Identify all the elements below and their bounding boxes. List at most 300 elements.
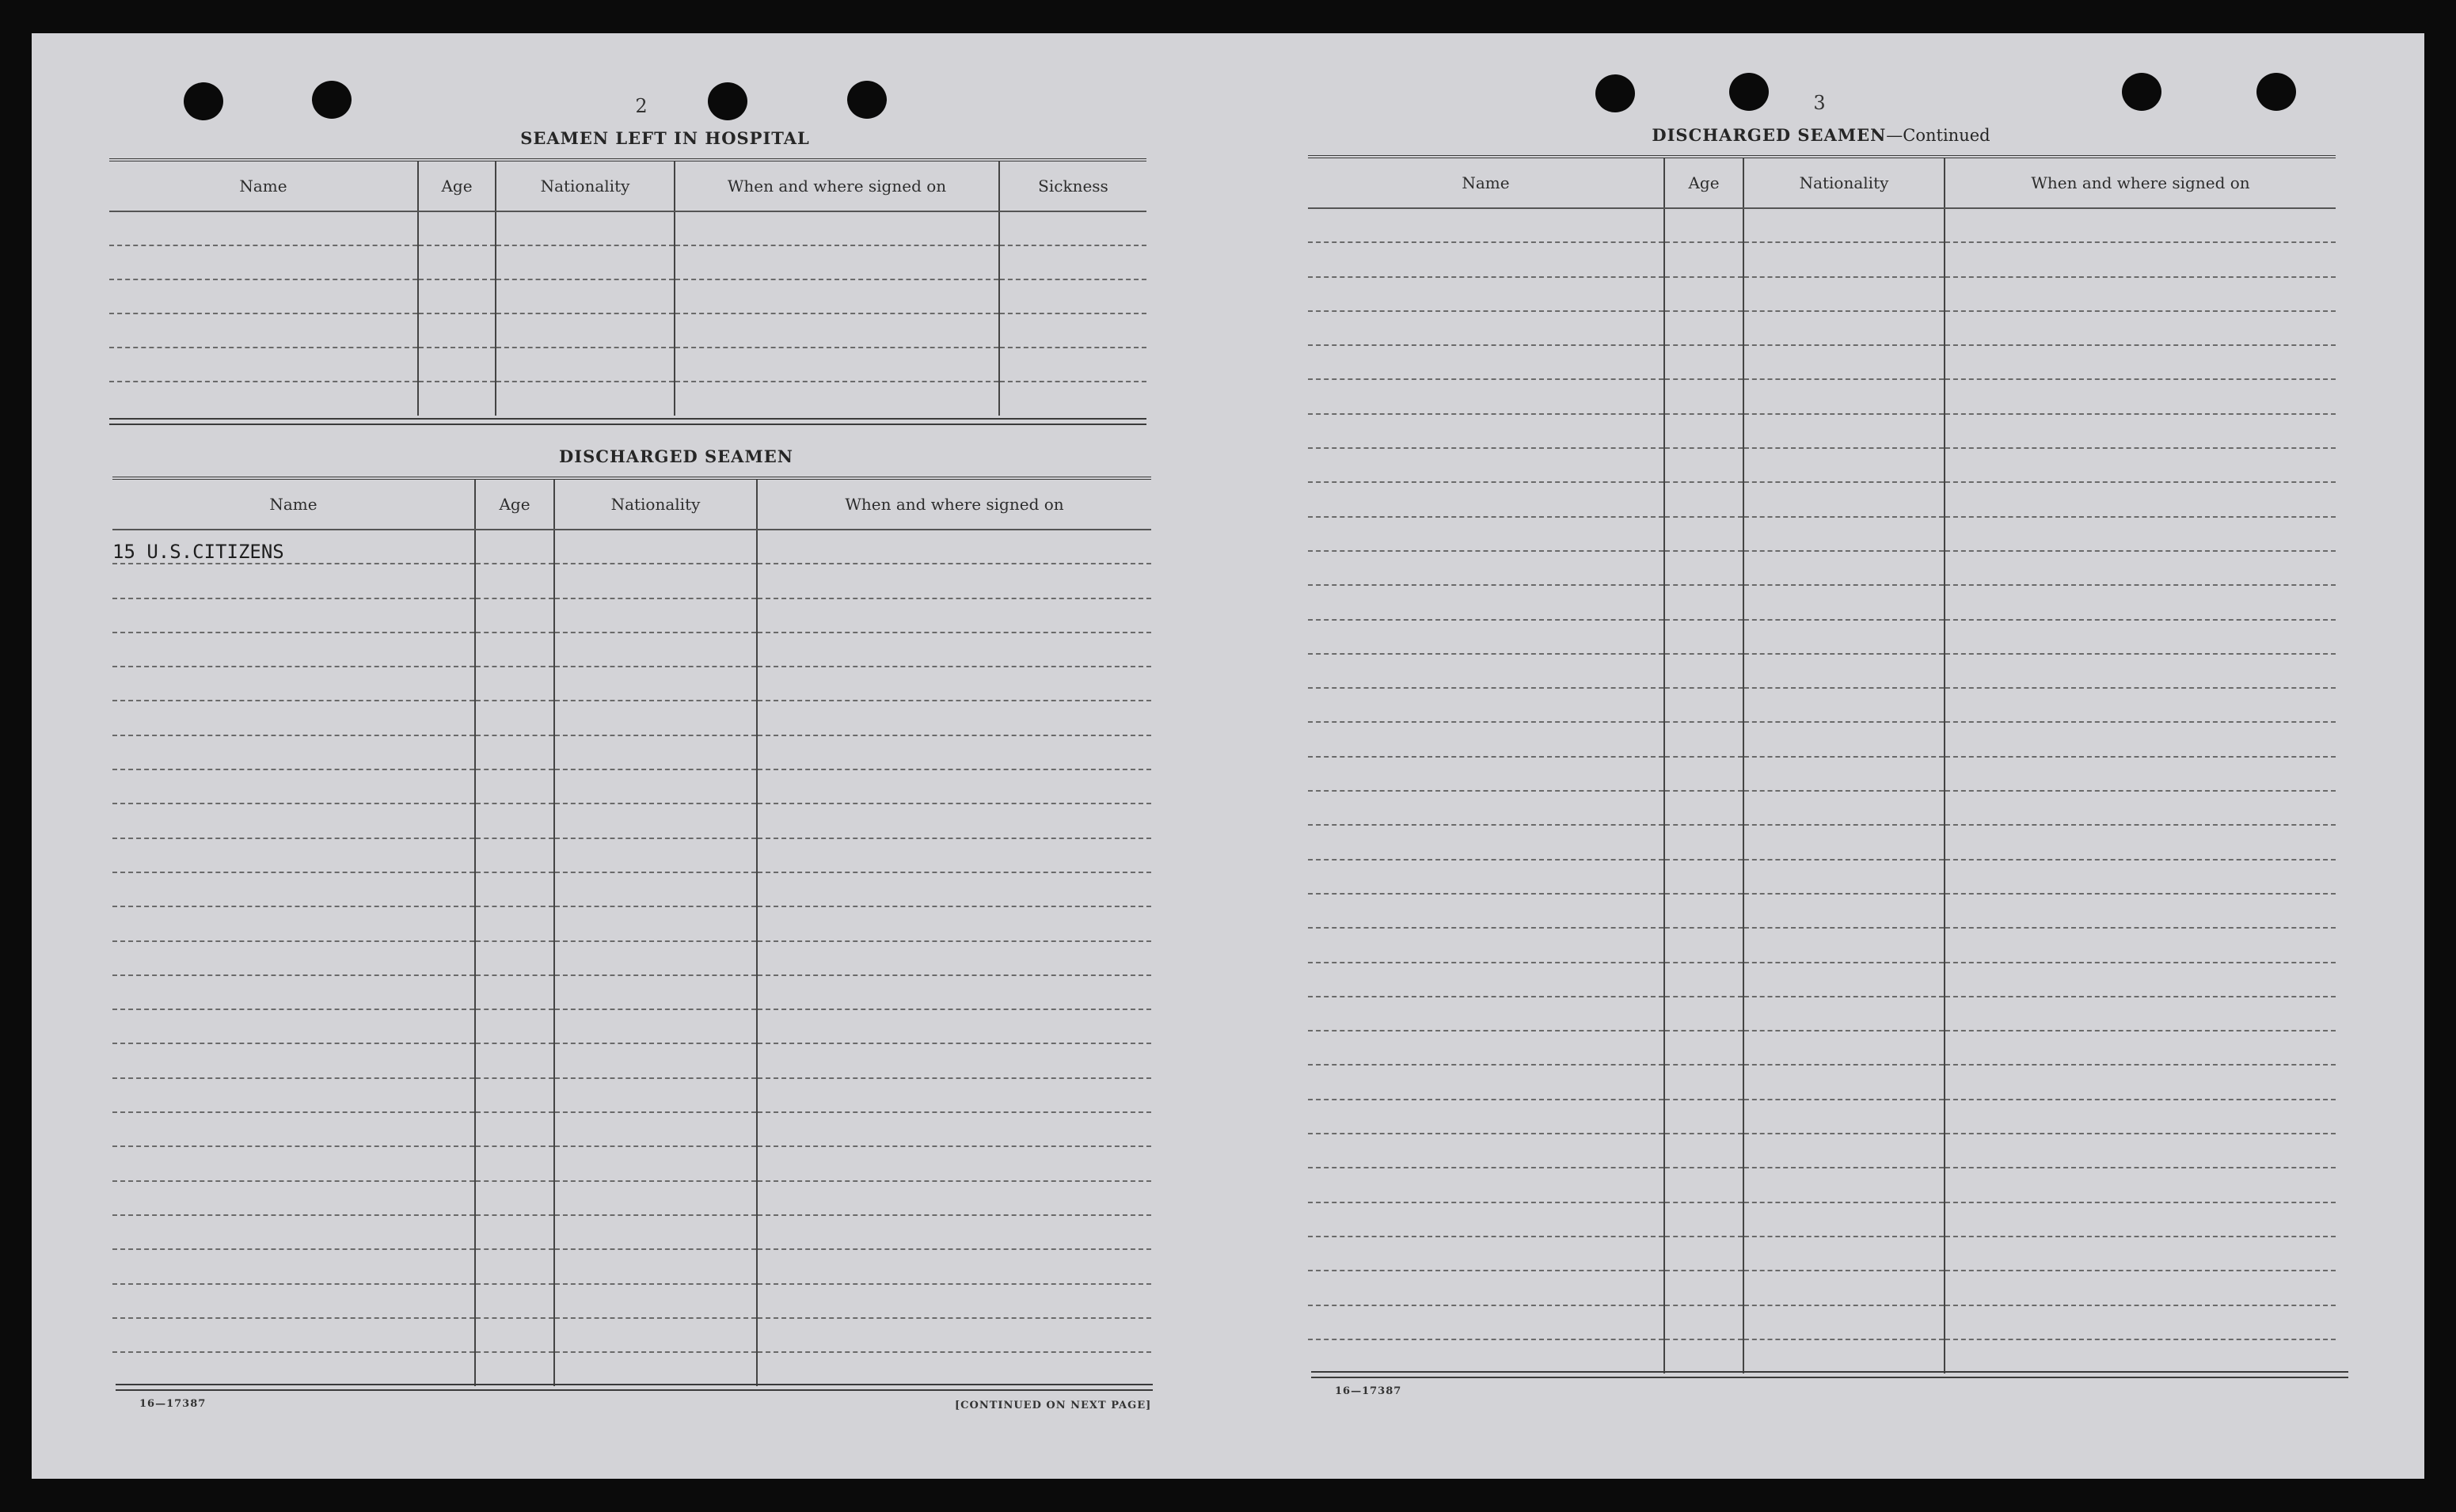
discharged-section-title: DISCHARGED SEAMEN <box>559 446 793 466</box>
table-cell <box>757 564 1151 598</box>
table-cell <box>554 1112 757 1146</box>
table-cell <box>112 1078 475 1112</box>
punch-hole <box>2122 73 2161 111</box>
table-cell <box>1308 379 1664 413</box>
table-cell <box>675 245 999 279</box>
table-row <box>1308 722 2336 756</box>
table-row <box>1308 894 2336 928</box>
table-cell <box>1308 757 1664 791</box>
table-cell <box>1945 517 2336 551</box>
table-cell <box>112 667 475 701</box>
table-row <box>1308 414 2336 448</box>
table-cell <box>1945 482 2336 516</box>
table-row <box>112 906 1151 940</box>
table-cell <box>1743 963 1945 997</box>
table-cell <box>1945 585 2336 619</box>
table-cell <box>1945 688 2336 722</box>
table-cell <box>1308 654 1664 688</box>
table-cell <box>1664 311 1743 345</box>
table-cell <box>1743 688 1945 722</box>
table-cell <box>554 701 757 735</box>
table-cell <box>112 1112 475 1146</box>
table-cell <box>1743 448 1945 482</box>
table-cell <box>418 245 496 279</box>
hospital-bottom-rule <box>109 418 1146 425</box>
table-cell <box>1743 722 1945 756</box>
table-row <box>1308 997 2336 1031</box>
table-cell <box>1743 1202 1945 1237</box>
table-cell <box>475 735 554 769</box>
table-cell <box>757 1318 1151 1352</box>
table-cell <box>1945 997 2336 1031</box>
table-cell <box>757 1043 1151 1077</box>
table-cell <box>1743 1339 1945 1373</box>
table-row <box>112 598 1151 633</box>
table-cell <box>1664 345 1743 379</box>
table-cell <box>112 598 475 633</box>
table-cell <box>757 1352 1151 1386</box>
table-row <box>1308 654 2336 688</box>
table-cell <box>1664 379 1743 413</box>
table-row <box>109 279 1146 313</box>
table-cell <box>757 906 1151 940</box>
table-cell <box>554 769 757 803</box>
table-cell <box>112 906 475 940</box>
table-cell <box>1945 860 2336 894</box>
table-row <box>112 1043 1151 1077</box>
table-cell <box>112 1284 475 1318</box>
table-cell <box>112 735 475 769</box>
table-cell <box>1743 825 1945 859</box>
table-row <box>109 211 1146 245</box>
table-cell <box>496 348 675 382</box>
table-cell <box>1308 517 1664 551</box>
table-cell <box>554 1181 757 1215</box>
table-cell <box>1945 1100 2336 1134</box>
table-row <box>109 313 1146 348</box>
table-cell <box>1308 1100 1664 1134</box>
table-cell <box>1308 860 1664 894</box>
column-header: When and where signed on <box>1945 157 2336 208</box>
table-cell <box>554 667 757 701</box>
table-cell <box>675 313 999 348</box>
table-cell <box>1743 414 1945 448</box>
table-cell <box>496 211 675 245</box>
table-cell <box>999 382 1146 416</box>
table-cell <box>1664 414 1743 448</box>
table-cell <box>757 1146 1151 1180</box>
table-cell <box>475 803 554 838</box>
table-row <box>1308 928 2336 962</box>
table-cell <box>1664 722 1743 756</box>
table-cell <box>1308 585 1664 619</box>
table-cell <box>475 633 554 667</box>
table-cell <box>999 313 1146 348</box>
table-cell <box>1664 1237 1743 1271</box>
table-cell <box>112 769 475 803</box>
column-header: Age <box>1664 157 1743 208</box>
table-cell <box>112 1249 475 1283</box>
table-row <box>1308 825 2336 859</box>
table-cell <box>1945 791 2336 825</box>
table-row <box>1308 1271 2336 1305</box>
table-row <box>1308 1031 2336 1065</box>
table-cell <box>1945 1271 2336 1305</box>
right-discharged-table <box>1308 155 2336 1373</box>
table-cell <box>1743 928 1945 962</box>
table-cell <box>1308 1134 1664 1168</box>
table-cell <box>1945 345 2336 379</box>
table-cell <box>112 1009 475 1043</box>
table-cell <box>1308 894 1664 928</box>
table-cell <box>757 1078 1151 1112</box>
table-cell <box>1743 379 1945 413</box>
table-cell <box>475 769 554 803</box>
table-row <box>1308 791 2336 825</box>
table-cell <box>1945 1168 2336 1202</box>
table-cell <box>757 701 1151 735</box>
table-cell <box>1945 1031 2336 1065</box>
table-row <box>112 803 1151 838</box>
table-cell <box>1308 1202 1664 1237</box>
table-cell <box>1308 482 1664 516</box>
table-cell <box>757 735 1151 769</box>
table-cell <box>554 1215 757 1249</box>
table-cell <box>1664 1065 1743 1099</box>
column-header: Name <box>112 478 475 530</box>
column-header: When and where signed on <box>757 478 1151 530</box>
table-cell <box>1743 345 1945 379</box>
table-cell <box>1743 1305 1945 1339</box>
table-row <box>112 1146 1151 1180</box>
table-cell <box>757 633 1151 667</box>
table-cell <box>757 872 1151 906</box>
table-cell <box>475 1181 554 1215</box>
table-row <box>112 975 1151 1009</box>
table-cell <box>554 564 757 598</box>
table-cell <box>1664 277 1743 311</box>
table-row <box>1308 1305 2336 1339</box>
table-cell <box>554 872 757 906</box>
table-cell <box>1664 688 1743 722</box>
table-row <box>1308 1168 2336 1202</box>
table-cell <box>1308 688 1664 722</box>
table-row <box>112 1215 1151 1249</box>
page-number: 3 <box>1813 92 1826 114</box>
table-row <box>112 1112 1151 1146</box>
table-cell <box>1743 311 1945 345</box>
table-cell <box>418 211 496 245</box>
table-cell <box>1308 208 1664 242</box>
table-cell <box>475 667 554 701</box>
table-cell <box>475 1284 554 1318</box>
table-row <box>1308 688 2336 722</box>
column-header: Age <box>475 478 554 530</box>
punch-hole <box>1595 74 1635 112</box>
table-cell <box>1945 208 2336 242</box>
table-cell <box>1664 1202 1743 1237</box>
table-cell <box>109 279 418 313</box>
continued-note: [CONTINUED ON NEXT PAGE] <box>955 1400 1152 1411</box>
table-cell <box>1743 1134 1945 1168</box>
table-row <box>1308 585 2336 619</box>
table-cell <box>1308 311 1664 345</box>
table-row <box>1308 482 2336 516</box>
table-cell <box>112 872 475 906</box>
table-cell <box>1743 1237 1945 1271</box>
table-cell <box>554 1318 757 1352</box>
table-cell <box>1664 1031 1743 1065</box>
table-cell <box>554 1352 757 1386</box>
table-cell <box>1664 517 1743 551</box>
table-cell <box>496 279 675 313</box>
table-cell <box>1664 242 1743 276</box>
table-cell <box>1308 1305 1664 1339</box>
table-cell <box>1743 791 1945 825</box>
table-row <box>1308 963 2336 997</box>
table-cell <box>675 279 999 313</box>
table-cell <box>757 1215 1151 1249</box>
table-cell <box>554 906 757 940</box>
table-cell <box>475 1249 554 1283</box>
left-page <box>32 33 1251 1479</box>
table-row <box>109 348 1146 382</box>
table-row <box>1308 1339 2336 1373</box>
table-cell <box>554 803 757 838</box>
table-cell <box>112 803 475 838</box>
column-header: Name <box>109 160 418 211</box>
punch-hole <box>312 81 352 119</box>
table-row <box>112 701 1151 735</box>
table-cell <box>1743 1168 1945 1202</box>
table-cell <box>418 313 496 348</box>
table-cell <box>1308 722 1664 756</box>
table-cell <box>475 1009 554 1043</box>
table-cell <box>112 941 475 975</box>
table-cell <box>1743 208 1945 242</box>
page-number: 2 <box>635 95 648 117</box>
table-cell <box>1308 620 1664 654</box>
column-header: When and where signed on <box>675 160 999 211</box>
table-row <box>112 530 1151 564</box>
table-row <box>1308 551 2336 585</box>
table-cell <box>1945 928 2336 962</box>
table-cell <box>757 803 1151 838</box>
table-cell <box>1743 1031 1945 1065</box>
table-cell <box>1743 517 1945 551</box>
table-cell <box>1664 928 1743 962</box>
table-cell <box>112 975 475 1009</box>
table-cell <box>554 1009 757 1043</box>
table-cell <box>1945 414 2336 448</box>
table-cell <box>1664 860 1743 894</box>
punch-hole <box>184 82 223 120</box>
column-header: Nationality <box>1743 157 1945 208</box>
table-row <box>1308 311 2336 345</box>
form-code: 16—17387 <box>139 1398 207 1410</box>
table-cell <box>475 1318 554 1352</box>
punch-hole <box>2256 73 2296 111</box>
table-cell <box>112 1146 475 1180</box>
table-row <box>1308 517 2336 551</box>
table-cell <box>475 1146 554 1180</box>
table-row <box>112 1318 1151 1352</box>
table-row <box>112 1249 1151 1283</box>
table-cell <box>496 245 675 279</box>
table-row <box>112 941 1151 975</box>
table-row <box>1308 757 2336 791</box>
table-cell <box>475 564 554 598</box>
punch-hole <box>847 81 887 119</box>
table-cell <box>109 313 418 348</box>
table-row <box>112 735 1151 769</box>
column-header: Sickness <box>999 160 1146 211</box>
table-cell <box>475 1352 554 1386</box>
table-cell <box>475 872 554 906</box>
table-cell <box>112 1181 475 1215</box>
column-header: Nationality <box>554 478 757 530</box>
table-cell <box>1945 1237 2336 1271</box>
table-cell <box>112 564 475 598</box>
section-title-suffix: —Continued <box>1886 126 1990 145</box>
table-cell <box>757 598 1151 633</box>
table-row <box>112 1009 1151 1043</box>
table-row <box>112 1284 1151 1318</box>
table-row <box>109 382 1146 416</box>
table-cell <box>475 701 554 735</box>
table-cell <box>475 530 554 564</box>
table-cell <box>1308 1168 1664 1202</box>
table-cell <box>1743 757 1945 791</box>
table-cell <box>475 598 554 633</box>
table-cell <box>1743 482 1945 516</box>
column-header: Nationality <box>496 160 675 211</box>
table-cell <box>418 279 496 313</box>
table-row <box>109 245 1146 279</box>
table-cell <box>1743 1065 1945 1099</box>
column-header: Age <box>418 160 496 211</box>
table-cell <box>1308 1339 1664 1373</box>
table-cell <box>112 838 475 872</box>
table-row <box>1308 345 2336 379</box>
table-row <box>1308 1100 2336 1134</box>
table-row <box>1308 620 2336 654</box>
table-row <box>1308 1065 2336 1099</box>
table-cell <box>112 1352 475 1386</box>
table-cell <box>1945 1339 2336 1373</box>
table-cell <box>112 1318 475 1352</box>
table-cell <box>1743 277 1945 311</box>
table-row <box>1308 1202 2336 1237</box>
table-cell <box>1664 551 1743 585</box>
table-cell <box>475 1112 554 1146</box>
table-cell <box>475 1215 554 1249</box>
table-cell <box>475 1043 554 1077</box>
table-cell <box>757 1112 1151 1146</box>
table-cell <box>757 1249 1151 1283</box>
table-cell <box>109 245 418 279</box>
table-cell <box>1308 928 1664 962</box>
typed-entry: 15 U.S.CITIZENS <box>112 530 475 564</box>
table-cell <box>554 941 757 975</box>
form-code: 16—17387 <box>1335 1385 1402 1397</box>
table-cell <box>112 1043 475 1077</box>
table-row <box>1308 379 2336 413</box>
table-cell <box>1664 997 1743 1031</box>
table-cell <box>1308 1237 1664 1271</box>
table-cell <box>1945 825 2336 859</box>
table-cell <box>1664 585 1743 619</box>
table-cell <box>475 906 554 940</box>
table-cell <box>1664 825 1743 859</box>
table-row <box>1308 448 2336 482</box>
table-row <box>112 1181 1151 1215</box>
table-cell <box>757 975 1151 1009</box>
table-cell <box>554 530 757 564</box>
column-header: Name <box>1308 157 1664 208</box>
table-cell <box>757 1181 1151 1215</box>
table-cell <box>1664 1100 1743 1134</box>
table-cell <box>1945 1305 2336 1339</box>
table-row <box>1308 208 2336 242</box>
table-cell <box>675 348 999 382</box>
table-cell <box>1743 894 1945 928</box>
table-cell <box>112 633 475 667</box>
table-cell <box>1308 997 1664 1031</box>
table-cell <box>675 382 999 416</box>
table-cell <box>757 667 1151 701</box>
table-cell <box>554 975 757 1009</box>
discharged-bottom-rule <box>116 1384 1153 1391</box>
table-cell <box>1664 894 1743 928</box>
right-bottom-rule <box>1311 1371 2348 1378</box>
table-cell <box>109 382 418 416</box>
table-cell <box>1308 825 1664 859</box>
section-title-text: DISCHARGED SEAMEN <box>1652 125 1887 145</box>
table-cell <box>999 211 1146 245</box>
table-cell <box>1664 1271 1743 1305</box>
table-cell <box>1945 242 2336 276</box>
table-cell <box>1308 242 1664 276</box>
table-cell <box>496 382 675 416</box>
table-cell <box>1945 620 2336 654</box>
table-row <box>112 564 1151 598</box>
table-cell <box>418 382 496 416</box>
table-row <box>112 1352 1151 1386</box>
punch-hole <box>708 82 747 120</box>
table-cell <box>1308 963 1664 997</box>
table-cell <box>675 211 999 245</box>
table-cell <box>999 348 1146 382</box>
table-cell <box>112 701 475 735</box>
table-row <box>1308 860 2336 894</box>
table-row <box>112 838 1151 872</box>
continued-section-title <box>1504 125 2138 145</box>
table-cell <box>1664 757 1743 791</box>
document-scan <box>32 33 2424 1479</box>
table-cell <box>757 1284 1151 1318</box>
table-cell <box>757 530 1151 564</box>
table-row <box>112 667 1151 701</box>
table-cell <box>1743 242 1945 276</box>
table-cell <box>418 348 496 382</box>
table-cell <box>1945 311 2336 345</box>
table-cell <box>554 1284 757 1318</box>
table-cell <box>1945 757 2336 791</box>
discharged-table <box>112 477 1151 1386</box>
table-row <box>1308 242 2336 276</box>
table-cell <box>109 211 418 245</box>
